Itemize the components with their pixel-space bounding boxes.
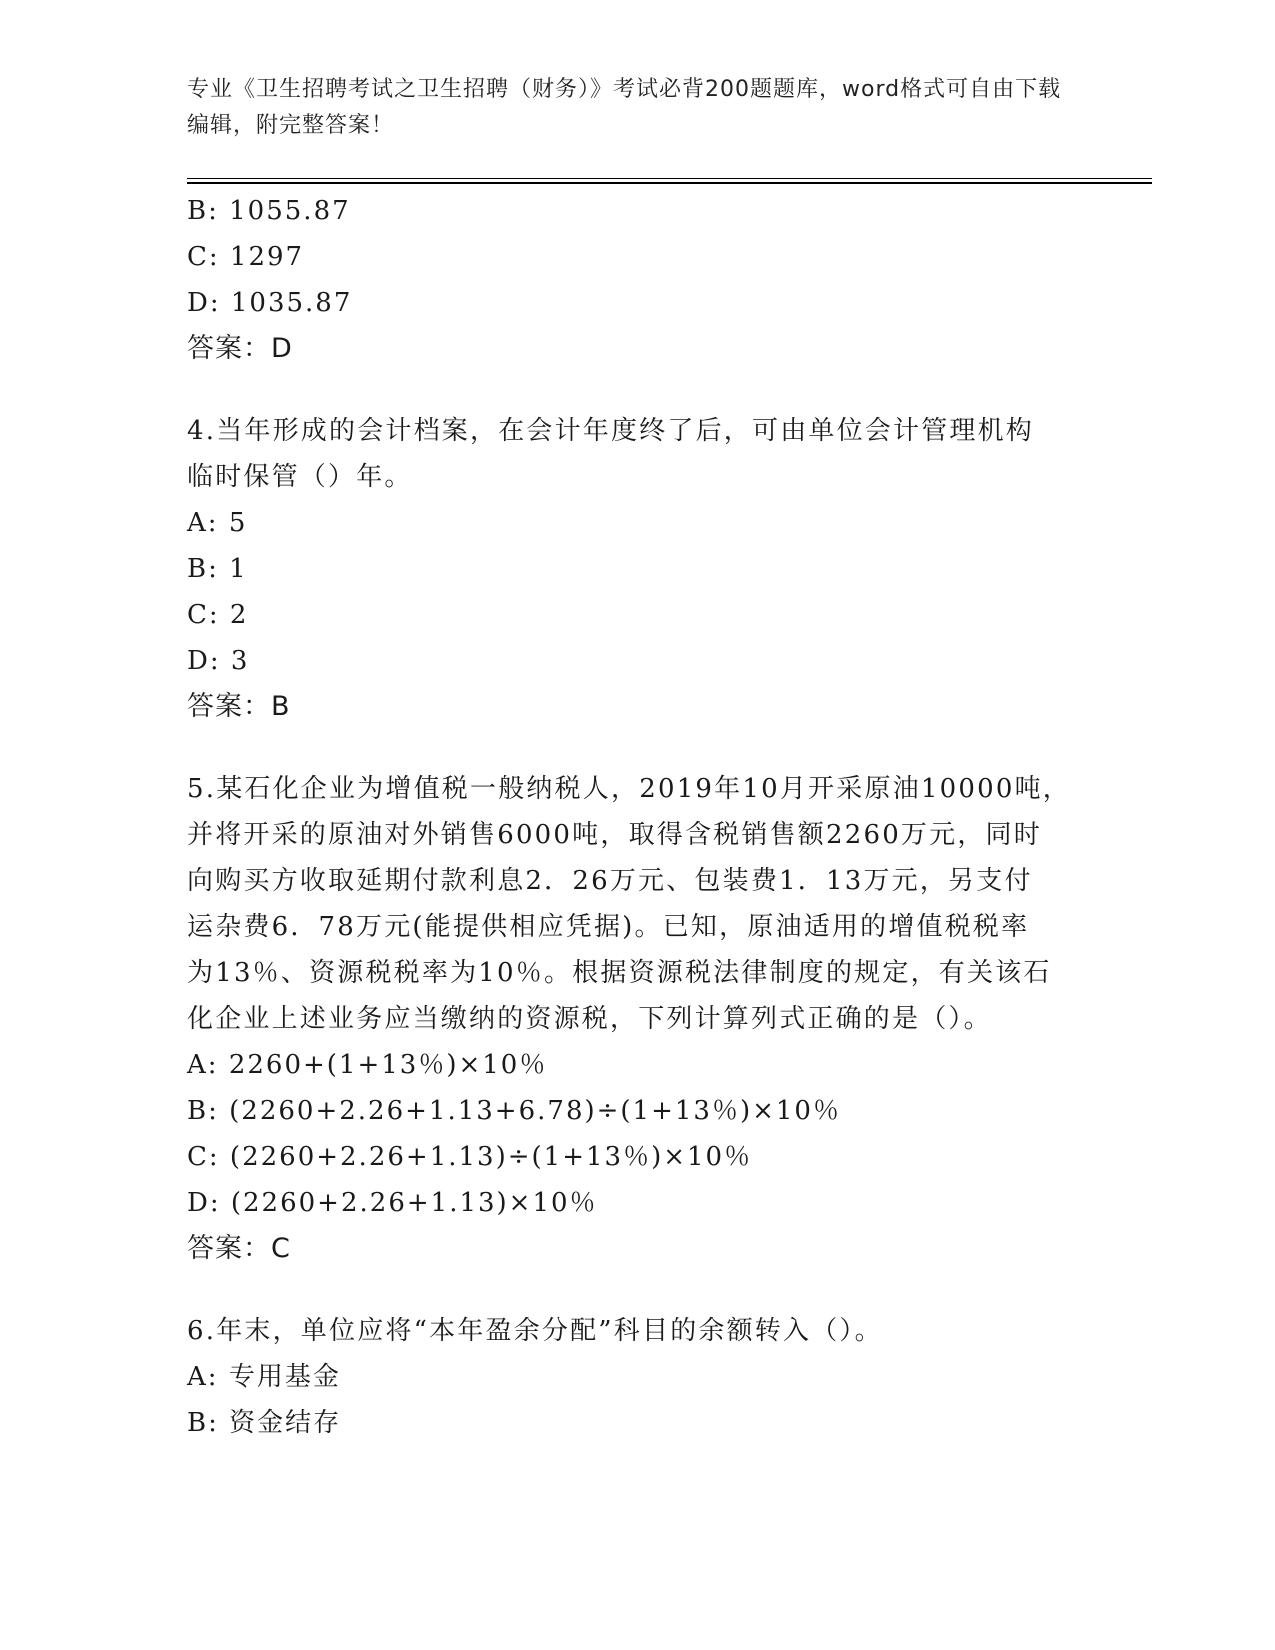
- option-b: B: (2260+2.26+1.13+6.78)÷(1+13％)×10％: [187, 1096, 841, 1126]
- option-d: D: 3: [187, 646, 250, 676]
- header-divider-thick: [187, 182, 1152, 184]
- question-3-options: [187, 188, 1087, 372]
- question-text: 化企业上述业务应当缴纳的资源税，下列计算列式正确的是（）。: [187, 1004, 992, 1034]
- question-4: [187, 408, 1087, 730]
- document-header: 专业《卫生招聘考试之卫生招聘（财务）》考试必背200题题库，word格式可自由下载编辑，附完整答案！: [187, 77, 1062, 138]
- question-text: 向购买方收取延期付款利息2．26万元、包装费1．13万元，另支付: [187, 866, 1033, 896]
- option-b: B: 1: [187, 554, 248, 584]
- question-text: 为13％、资源税税率为10％。根据资源税法律制度的规定，有关该石: [187, 958, 1052, 988]
- option-a: A: 2260+(1+13％)×10％: [187, 1050, 548, 1080]
- answer-line: 答案：D: [187, 333, 293, 364]
- answer-line: 答案：B: [187, 691, 291, 722]
- question-5: [187, 766, 1087, 1272]
- answer-line: 答案：C: [187, 1233, 291, 1264]
- question-6: [187, 1308, 1087, 1446]
- option-c: C: 2: [187, 600, 249, 630]
- question-text: 运杂费6．78万元(能提供相应凭据)。已知，原油适用的增值税税率: [187, 912, 1030, 942]
- option-b: B: 1055.87: [187, 196, 351, 226]
- option-c: C: 1297: [187, 242, 305, 272]
- question-text: 4.当年形成的会计档案，在会计年度终了后，可由单位会计管理机构: [187, 416, 1035, 446]
- question-content: [187, 188, 1087, 1446]
- question-text: 6.年末，单位应将“本年盈余分配”科目的余额转入（）。: [187, 1316, 883, 1346]
- option-a: A: 5: [187, 508, 248, 538]
- header-divider-thin: [187, 178, 1152, 179]
- option-d: D: 1035.87: [187, 288, 353, 318]
- question-text: 临时保管（）年。: [187, 462, 413, 492]
- question-text: 并将开采的原油对外销售6000吨，取得含税销售额2260万元，同时: [187, 820, 1042, 850]
- option-a: A: 专用基金: [187, 1362, 341, 1392]
- question-text: 5.某石化企业为增值税一般纳税人，2019年10月开采原油10000吨，: [187, 774, 1071, 804]
- option-b: B: 资金结存: [187, 1408, 342, 1438]
- option-d: D: (2260+2.26+1.13)×10％: [187, 1188, 598, 1218]
- option-c: C: (2260+2.26+1.13)÷(1+13％)×10％: [187, 1142, 753, 1172]
